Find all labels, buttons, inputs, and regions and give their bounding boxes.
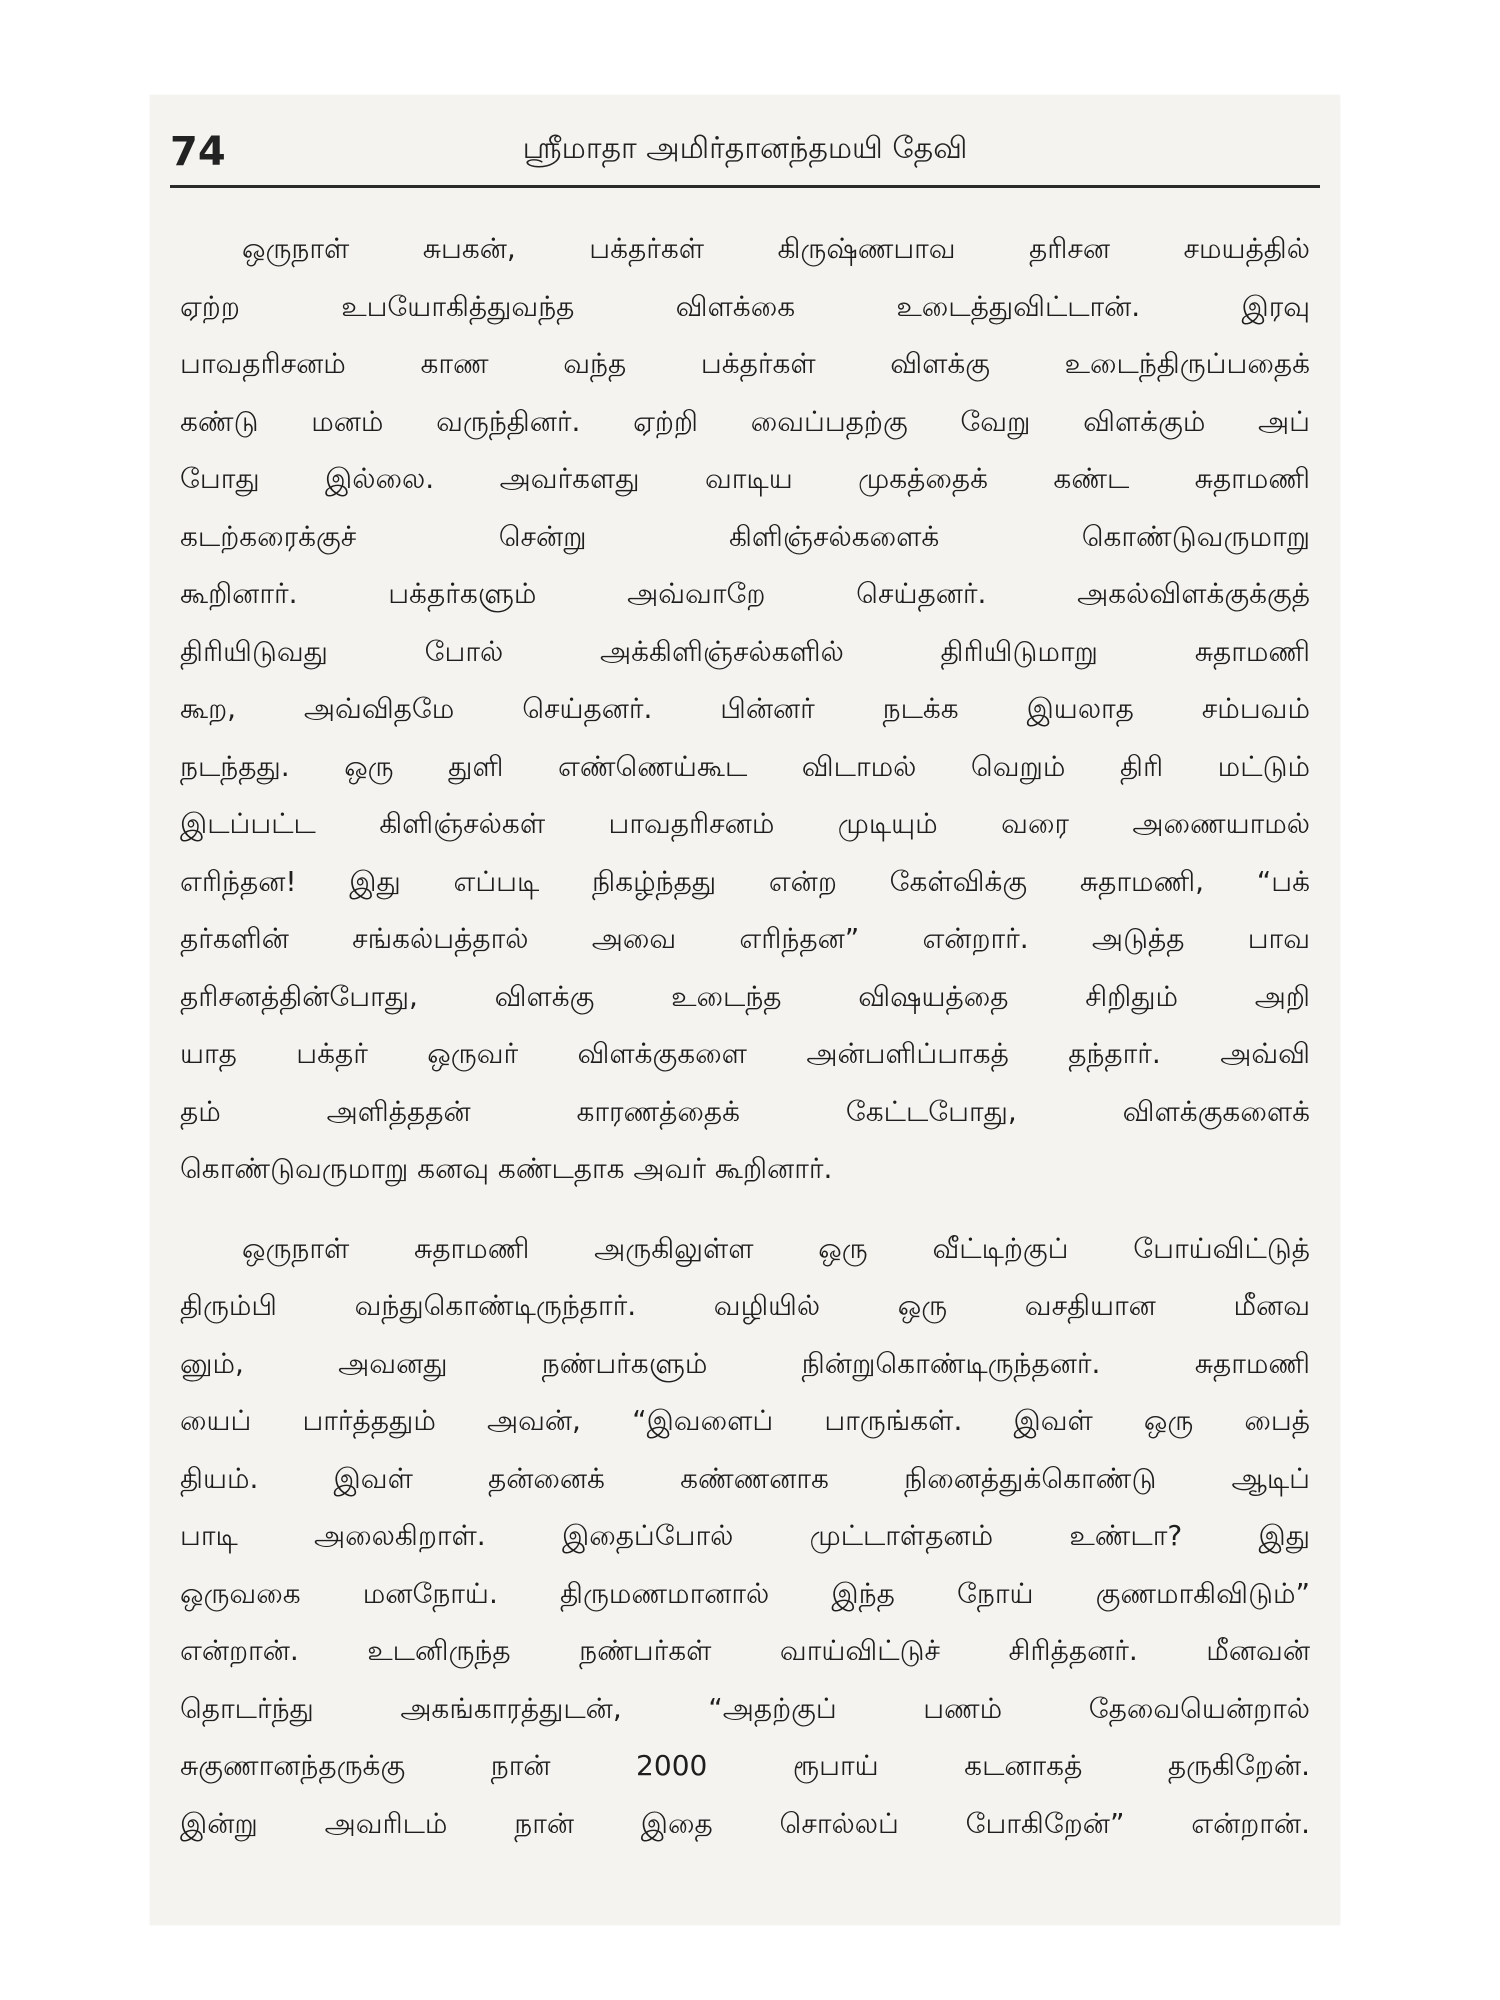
text-line: ஏற்ற உபயோகித்துவந்த விளக்கை உடைத்துவிட்டான். இரவு [180, 289, 1310, 323]
text-line: னும், அவனது நண்பர்களும் நின்றுகொண்டிருந்தனர். சுதாமணி [180, 1346, 1310, 1380]
running-title: ஸ்ரீமாதா அமிர்தானந்தமயி தேவி [522, 131, 968, 166]
text-line: எரிந்தன! இது எப்படி நிகழ்ந்தது என்ற கேள்விக்கு சுதாமணி, “பக் [180, 864, 1310, 898]
text-line: ஒருவகை மனநோய். திருமணமானால் இந்த நோய் குணமாகிவிடும்” [180, 1576, 1310, 1610]
text-line: தொடர்ந்து அகங்காரத்துடன், “அதற்குப் பணம் தேவையென்றால் [180, 1691, 1310, 1725]
text-line: தம் அளித்ததன் காரணத்தைக் கேட்டபோது, விளக்குகளைக் [180, 1094, 1310, 1128]
paragraph-1 [180, 220, 1310, 1198]
text-line: இடப்பட்ட கிளிஞ்சல்கள் பாவதரிசனம் முடியும் வரை அணையாமல் [180, 807, 1310, 840]
text-line: இன்று அவரிடம் நான் இதை சொல்லப் போகிறேன்” என்றான். [180, 1806, 1310, 1840]
text-line: யைப் பார்த்ததும் அவன், “இவளைப் பாருங்கள். இவள் ஒரு பைத் [180, 1404, 1310, 1437]
text-line: நடந்தது. ஒரு துளி எண்ணெய்கூட விடாமல் வெறும் திரி மட்டும் [180, 749, 1310, 783]
text-line: போது இல்லை. அவர்களது வாடிய முகத்தைக் கண்ட சுதாமணி [180, 462, 1310, 495]
text-line: ஒருநாள் சுபகன், பக்தர்கள் கிருஷ்ணபாவ தரிசன சமயத்தில் [242, 232, 1310, 265]
text-line: என்றான். உடனிருந்த நண்பர்கள் வாய்விட்டுச் சிரித்தனர். மீனவன் [180, 1634, 1310, 1667]
text-line: ஒருநாள் சுதாமணி அருகிலுள்ள ஒரு வீட்டிற்குப் போய்விட்டுத் [242, 1231, 1310, 1265]
text-line: தரிசனத்தின்போது, விளக்கு உடைந்த விஷயத்தை சிறிதும் அறி [180, 979, 1310, 1013]
paragraph-2 [180, 1220, 1310, 1853]
text-line: கூற, அவ்விதமே செய்தனர். பின்னர் நடக்க இயலாத சம்பவம் [180, 692, 1310, 725]
body-text [180, 220, 1310, 1852]
book-page [150, 95, 1340, 1925]
text-line: கடற்கரைக்குச் சென்று கிளிஞ்சல்களைக் கொண்டுவருமாறு [180, 519, 1310, 553]
text-line: கண்டு மனம் வருந்தினர். ஏற்றி வைப்பதற்கு வேறு விளக்கும் அப் [180, 404, 1310, 438]
text-line: தியம். இவள் தன்னைக் கண்ணனாக நினைத்துக்கொண்டு ஆடிப் [180, 1461, 1310, 1495]
text-line: சுகுணானந்தருக்கு நான் 2000 ரூபாய் கடனாகத் தருகிறேன். [180, 1749, 1310, 1782]
text-line: திரும்பி வந்துகொண்டிருந்தார். வழியில் ஒரு வசதியான மீனவ [180, 1289, 1310, 1322]
page-number: 74 [170, 129, 226, 175]
text-line: தர்களின் சங்கல்பத்தால் அவை எரிந்தன” என்றார். அடுத்த பாவ [180, 922, 1310, 955]
text-line: திரியிடுவது போல் அக்கிளிஞ்சல்களில் திரியிடுமாறு சுதாமணி [180, 634, 1310, 668]
text-line: யாத பக்தர் ஒருவர் விளக்குகளை அன்பளிப்பாகத் தந்தார். அவ்வி [180, 1037, 1310, 1070]
text-line: பாவதரிசனம் காண வந்த பக்தர்கள் விளக்கு உடைந்திருப்பதைக் [180, 347, 1310, 380]
page-header [170, 125, 1320, 188]
text-line: கொண்டுவருமாறு கனவு கண்டதாக அவர் கூறினார். [180, 1152, 833, 1185]
text-line: பாடி அலைகிறாள். இதைப்போல் முட்டாள்தனம் உண்டா? இது [180, 1519, 1310, 1552]
text-line: கூறினார். பக்தர்களும் அவ்வாறே செய்தனர். அகல்விளக்குக்குத் [180, 577, 1310, 610]
